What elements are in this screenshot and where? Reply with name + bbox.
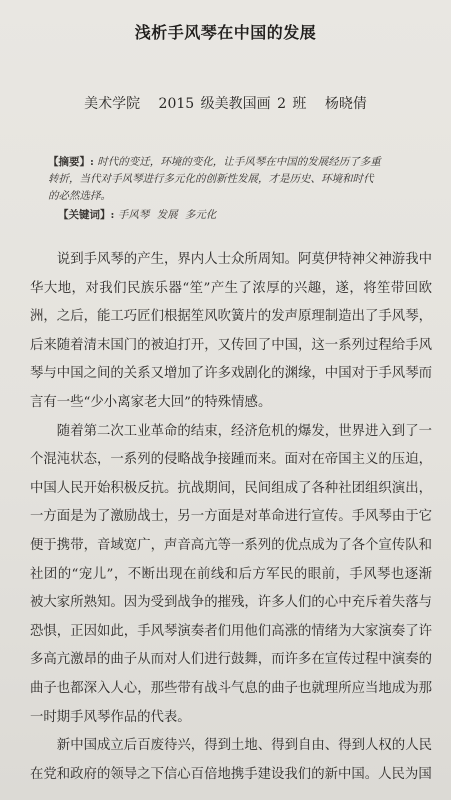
- author-line: [0, 93, 451, 113]
- keyword-item: 发展: [156, 209, 178, 221]
- author-name: 杨晓倩: [324, 96, 367, 112]
- page-title: 浅析手风琴在中国的发展: [134, 23, 317, 42]
- abstract-text: 时代的变迁，环境的变化，让手风琴在中国的发展经历了多重转折，当代对手风琴进行多元化的创新性发展，才是历史、环境和时代的必然选择。: [48, 156, 381, 202]
- keywords: [58, 207, 378, 224]
- paragraph: 说到手风琴的产生，界内人士众所周知。阿莫伊特神父神游我中华大地，对我们民族乐器“笙”产生了浓厚的兴趣，遂，将笙带回欧洲，之后，能工巧匠们根据笙风吹簧片的发声原理制造出了手风琴，后来随着清末国门的被迫打开，又传回了中国，这一系列过程给手风琴与中国之间的关系又增加了许多戏剧化的渊缘，中国对于手风琴而言有一些“少小离家老大回”的特殊情感。: [30, 252, 432, 410]
- keyword-item: 多元化: [184, 209, 217, 221]
- paragraph: 随着第二次工业革命的结束，经济危机的爆发，世界进入到了一个混沌状态，一系列的侵略战争接踵而来。面对在帝国主义的压迫，中国人民开始积极反抗。抗战期间，民间组成了各种社团组织演出，一方面是为了激励战士，另一方面是对革命进行宣传。手风琴由于它便于携带，音域宽广，声音高亢等一系列的优点成为了各个宣传队和社团的“宠儿”，不断出现在前线和后方军民的眼前，手风琴也逐渐被大家所熟知。因为受到战争的摧残，许多人们的心中充斥着失落与恐惧，正因如此，手风琴演奏者们用他们高涨的情绪为大家演奏了许多高亢激昂的曲子从而对人们进行鼓舞，而许多在宣传过程中演奏的曲子也都深入人心，那些带有战斗气息的曲子也就理所应当地成为那一时期手风琴作品的代表。: [30, 423, 432, 725]
- abstract-label: 【摘要】:: [48, 156, 94, 168]
- abstract: [48, 154, 383, 205]
- body-text: [30, 246, 432, 789]
- keywords-label: 【关键词】:: [58, 209, 115, 221]
- paragraph: 新中国成立后百废待兴，得到土地、得到自由、得到人权的人民在党和政府的领导之下信心百倍地携手建设我们的新中国。人民为国: [30, 738, 432, 782]
- author-class: 2015 级美教国画 2 班: [158, 96, 307, 112]
- author-school: 美术学院: [84, 96, 141, 112]
- keyword-item: 手风琴: [117, 209, 150, 221]
